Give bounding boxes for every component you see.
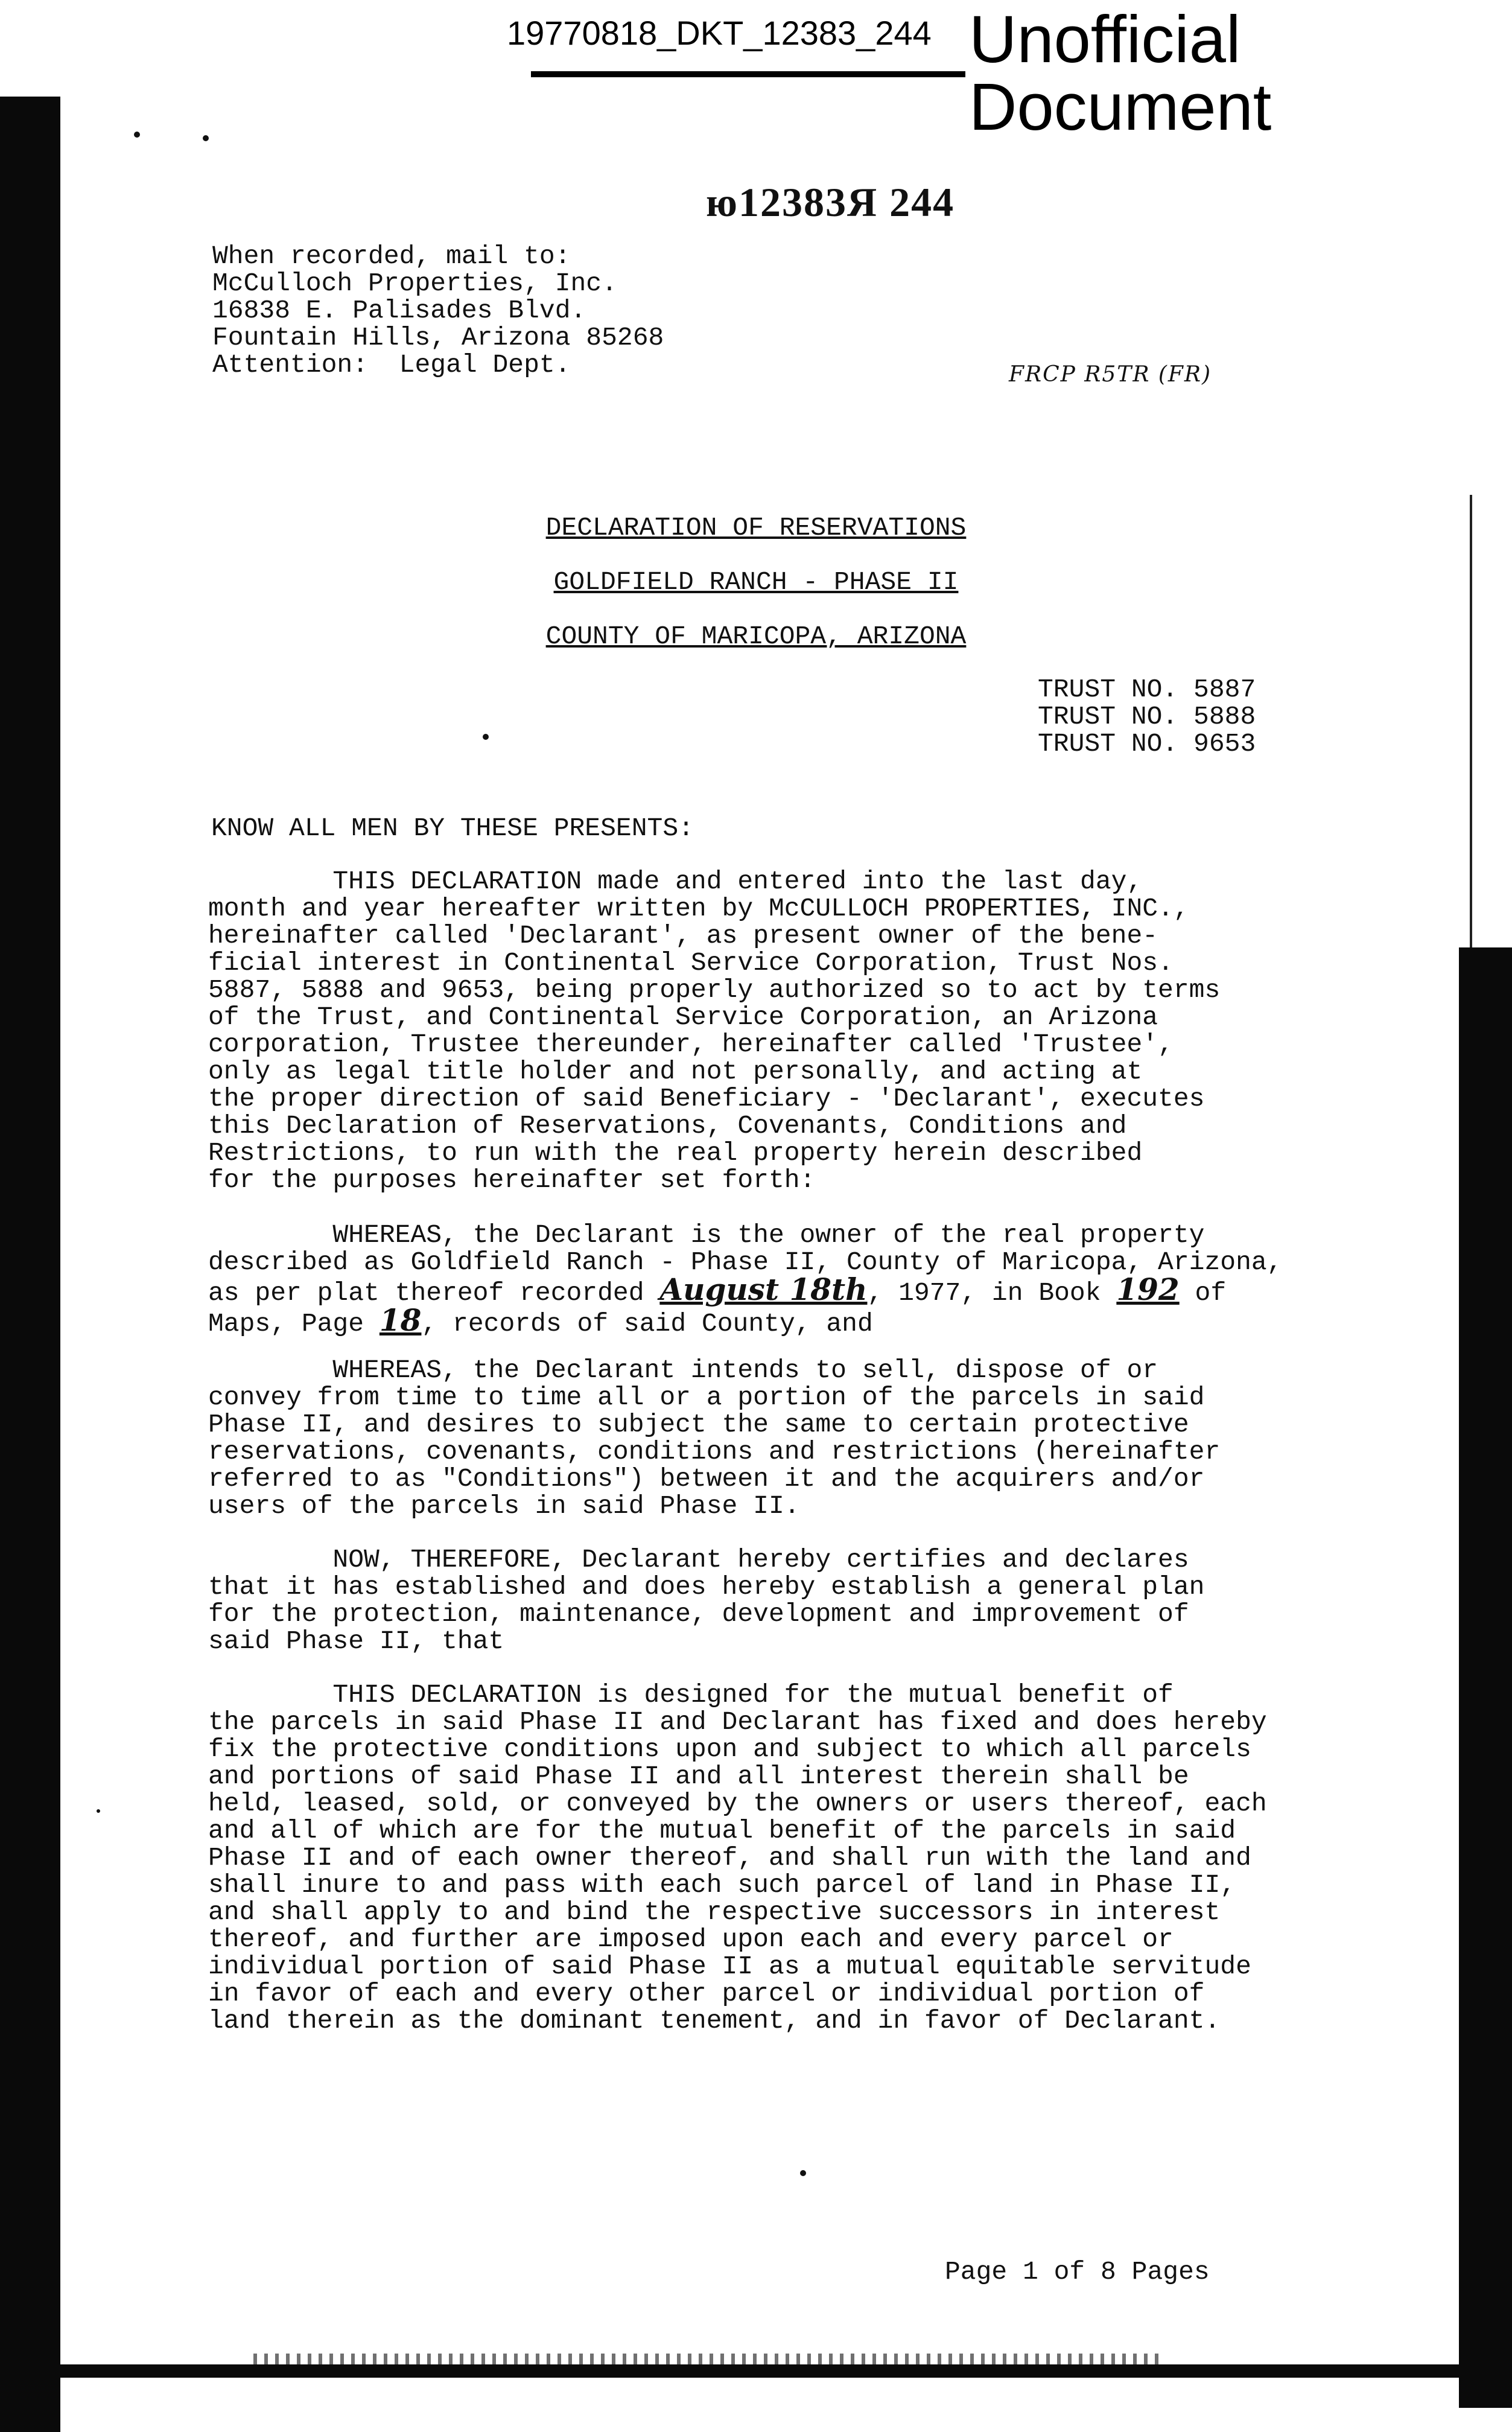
text-line: held, leased, sold, or conveyed by the owners or users thereof, each	[208, 1789, 1267, 1818]
text-line: the parcels in said Phase II and Declarant has fixed and does hereby	[208, 1707, 1267, 1737]
text-line: of the Trust, and Continental Service Corporation, an Arizona	[208, 1002, 1158, 1032]
document-title: DECLARATION OF RESERVATIONS	[545, 513, 967, 543]
mail-to-line: 16838 E. Palisades Blvd.	[212, 296, 586, 325]
text-segment: as per plat thereof recorded	[208, 1278, 660, 1308]
text-line: shall inure to and pass with each such parcel of land in Phase II,	[208, 1870, 1236, 1900]
handwritten-page: 18	[379, 1302, 422, 1338]
mail-to-block	[212, 243, 664, 378]
text-segment: , 1977, in Book	[867, 1278, 1117, 1308]
stamp-line-2: Document	[969, 70, 1272, 144]
trust-number: TRUST NO. 5887	[1038, 675, 1256, 704]
text-segment: , records of said County, and	[421, 1309, 873, 1339]
trust-number: TRUST NO. 5888	[1038, 702, 1256, 731]
text-line: WHEREAS, the Declarant intends to sell, dispose of or	[208, 1355, 1158, 1385]
paragraph-whereas-owner	[208, 1221, 1355, 1337]
text-line: fix the protective conditions upon and subject to which all parcels	[208, 1734, 1251, 1764]
text-line: THIS DECLARATION made and entered into the last day,	[208, 867, 1143, 896]
text-line: and portions of said Phase II and all interest therein shall be	[208, 1762, 1189, 1791]
text-line: hereinafter called 'Declarant', as present owner of the bene-	[208, 921, 1158, 950]
trust-number: TRUST NO. 9653	[1038, 729, 1256, 759]
text-line: described as Goldfield Ranch - Phase II, County of Maricopa, Arizona,	[208, 1247, 1283, 1277]
stamp-line-1: Unofficial	[969, 2, 1241, 77]
text-line: land therein as the dominant tenement, and in favor of Declarant.	[208, 2006, 1221, 2036]
know-all-heading: KNOW ALL MEN BY THESE PRESENTS:	[211, 813, 694, 843]
paragraph-whereas-intends	[208, 1357, 1355, 1520]
scan-line-right	[1470, 495, 1472, 947]
handwritten-book: 192	[1116, 1272, 1180, 1307]
scan-border-right	[1459, 947, 1512, 2408]
text-segment: Maps, Page	[208, 1309, 380, 1339]
text-line: Phase II, and desires to subject the same to certain protective	[208, 1410, 1189, 1439]
text-line: individual portion of said Phase II as a mutual equitable servitude	[208, 1952, 1251, 1981]
document-id-underline	[531, 71, 965, 77]
text-line: users of the parcels in said Phase II.	[208, 1491, 800, 1521]
paragraph-declaration	[208, 868, 1355, 1194]
text-line: corporation, Trustee thereunder, hereinafter called 'Trustee',	[208, 1030, 1174, 1059]
text-line: thereof, and further are imposed upon each and every parcel or	[208, 1924, 1174, 1954]
mail-to-line: Attention: Legal Dept.	[212, 350, 571, 380]
paragraph-this-declaration	[208, 1681, 1355, 2034]
document-county: COUNTY OF MARICOPA, ARIZONA	[545, 622, 967, 651]
text-line: and shall apply to and bind the respective successors in interest	[208, 1897, 1221, 1927]
document-subtitle: GOLDFIELD RANCH - PHASE II	[553, 567, 959, 597]
scan-speck	[483, 734, 489, 740]
text-line: and all of which are for the mutual benefit of the parcels in said	[208, 1816, 1236, 1845]
text-line: NOW, THEREFORE, Declarant hereby certifies and declares	[208, 1545, 1189, 1574]
text-line: Restrictions, to run with the real property herein described	[208, 1138, 1143, 1168]
text-line: the proper direction of said Beneficiary - 'Declarant', executes	[208, 1084, 1205, 1113]
trust-numbers	[1038, 676, 1256, 757]
scan-noise-bottom	[253, 2354, 1158, 2366]
scan-speck	[203, 135, 209, 141]
text-line: Phase II and of each owner thereof, and shall run with the land and	[208, 1843, 1251, 1873]
text-line	[208, 1302, 1355, 1339]
unofficial-stamp	[969, 2, 1272, 144]
text-line: said Phase II, that	[208, 1626, 504, 1656]
handwritten-date: August 18th	[659, 1272, 868, 1307]
text-line: ficial interest in Continental Service Corporation, Trust Nos.	[208, 948, 1174, 978]
mail-to-line: When recorded, mail to:	[212, 241, 571, 271]
scan-speck	[97, 1809, 100, 1813]
text-line: reservations, covenants, conditions and restrictions (hereinafter	[208, 1437, 1221, 1466]
text-line: 5887, 5888 and 9653, being properly authorized so to act by terms	[208, 975, 1221, 1005]
scan-speck	[800, 2170, 806, 2176]
handwritten-note: FRCP R5TR (FR)	[1009, 362, 1212, 387]
text-line: for the protection, maintenance, development and improvement of	[208, 1599, 1189, 1629]
scan-speck	[134, 132, 140, 138]
scan-border-bottom	[60, 2364, 1460, 2378]
text-line: in favor of each and every other parcel or individual portion of	[208, 1979, 1205, 2008]
text-line: for the purposes hereinafter set forth:	[208, 1165, 816, 1195]
text-line: this Declaration of Reservations, Covenants, Conditions and	[208, 1111, 1127, 1141]
text-line: referred to as "Conditions") between it and the acquirers and/or	[208, 1464, 1205, 1494]
text-line: only as legal title holder and not personally, and acting at	[208, 1057, 1143, 1086]
mail-to-line: McCulloch Properties, Inc.	[212, 269, 617, 298]
page-footer: Page 1 of 8 Pages	[945, 2257, 1210, 2287]
text-line: WHEREAS, the Declarant is the owner of the real property	[208, 1220, 1205, 1250]
text-line: that it has established and does hereby establish a general plan	[208, 1572, 1205, 1602]
text-line: THIS DECLARATION is designed for the mutual benefit of	[208, 1680, 1174, 1710]
text-segment: of	[1179, 1278, 1227, 1308]
scan-border-left	[0, 97, 60, 2432]
book-page-stamp: ю12383Я 244	[706, 179, 955, 225]
text-line: month and year hereafter written by McCULLOCH PROPERTIES, INC.,	[208, 894, 1189, 923]
mail-to-line: Fountain Hills, Arizona 85268	[212, 323, 664, 352]
document-id: 19770818_DKT_12383_244	[507, 14, 932, 52]
text-line: convey from time to time all or a portion of the parcels in said	[208, 1383, 1205, 1412]
paragraph-now-therefore	[208, 1546, 1355, 1655]
